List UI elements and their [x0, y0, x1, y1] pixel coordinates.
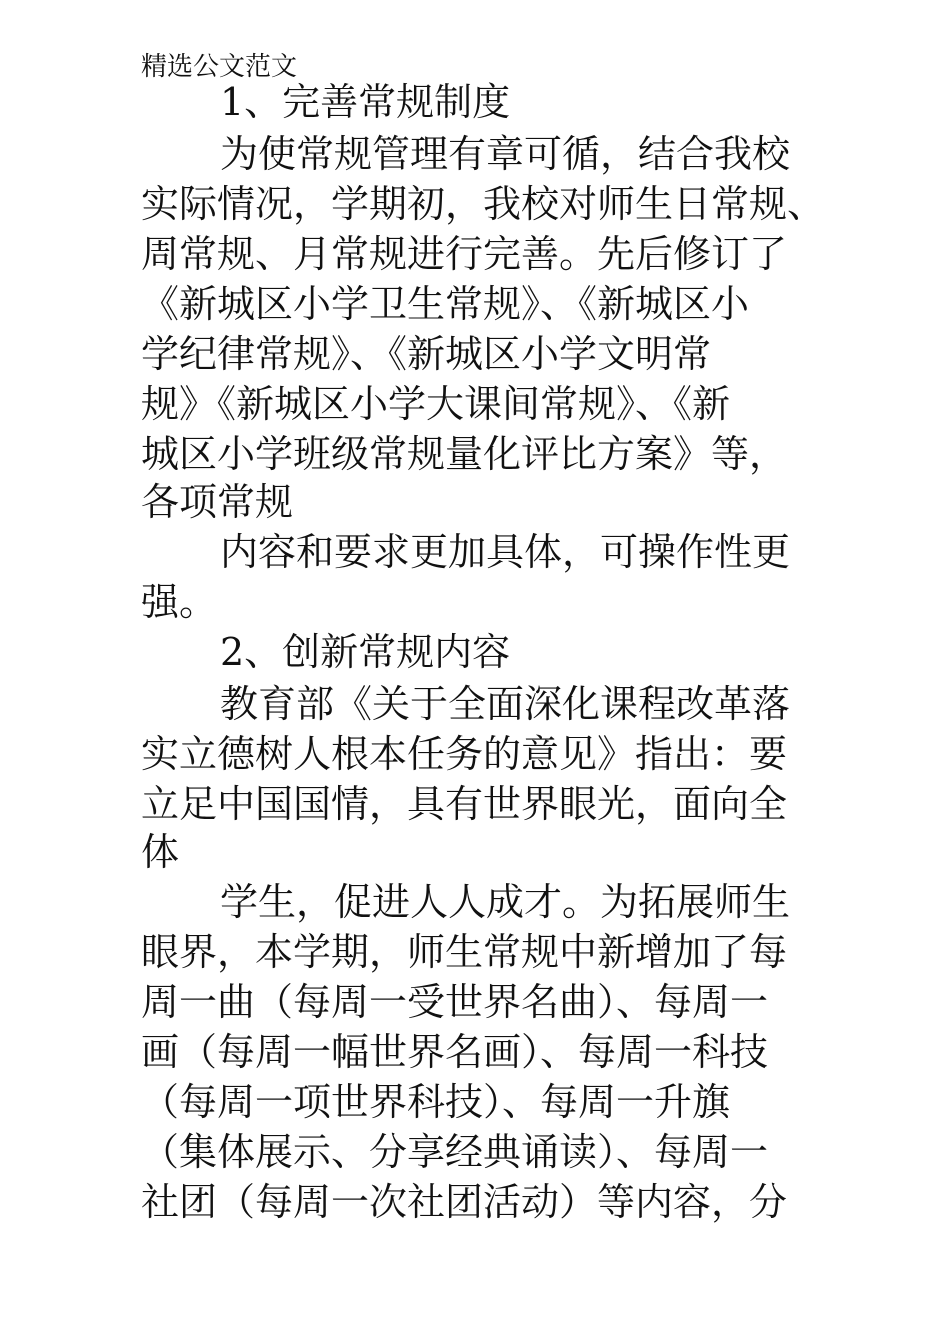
page-header: 精选公文范文	[141, 52, 298, 82]
paragraph-line: （集体展示、分享经典诵读）、每周一	[141, 1130, 769, 1174]
paragraph-line: （每周一项世界科技）、每周一升旗	[141, 1080, 731, 1124]
paragraph-line: 周常规、月常规进行完善。先后修订了	[141, 232, 788, 276]
paragraph-line: 实际情况，学期初，我校对师生日常规、	[141, 182, 826, 226]
paragraph-line: 学纪律常规》、《新城区小学文明常	[141, 332, 712, 376]
paragraph-line: 强。	[141, 580, 218, 624]
paragraph-line: 社团（每周一次社团活动）等内容，分	[141, 1180, 788, 1224]
paragraph-line: 画（每周一幅世界名画）、每周一科技	[141, 1030, 769, 1074]
paragraph-line: 实立德树人根本任务的意见》指出：要	[141, 732, 788, 776]
paragraph-line: 立足中国国情，具有世界眼光，面向全	[141, 782, 788, 826]
paragraph-line: 城区小学班级常规量化评比方案》等，	[141, 432, 788, 476]
paragraph-line: 周一曲（每周一受世界名曲）、每周一	[141, 980, 769, 1024]
section-heading-1: 1、完善常规制度	[220, 80, 511, 124]
paragraph-line: 眼界，本学期，师生常规中新增加了每	[141, 930, 788, 974]
paragraph-line: 《新城区小学卫生常规》、《新城区小	[141, 282, 750, 326]
section-heading-2: 2、创新常规内容	[220, 630, 511, 674]
paragraph-line: 学生，促进人人成才。为拓展师生	[220, 880, 791, 924]
paragraph-line: 规》《新城区小学大课间常规》、《新	[141, 382, 731, 426]
paragraph-line: 体	[141, 830, 180, 874]
paragraph-line: 教育部《关于全面深化课程改革落	[220, 682, 791, 726]
paragraph-line: 各项常规	[141, 480, 294, 524]
paragraph-line: 为使常规管理有章可循，结合我校	[220, 132, 791, 176]
paragraph-line: 内容和要求更加具体，可操作性更	[220, 530, 791, 574]
